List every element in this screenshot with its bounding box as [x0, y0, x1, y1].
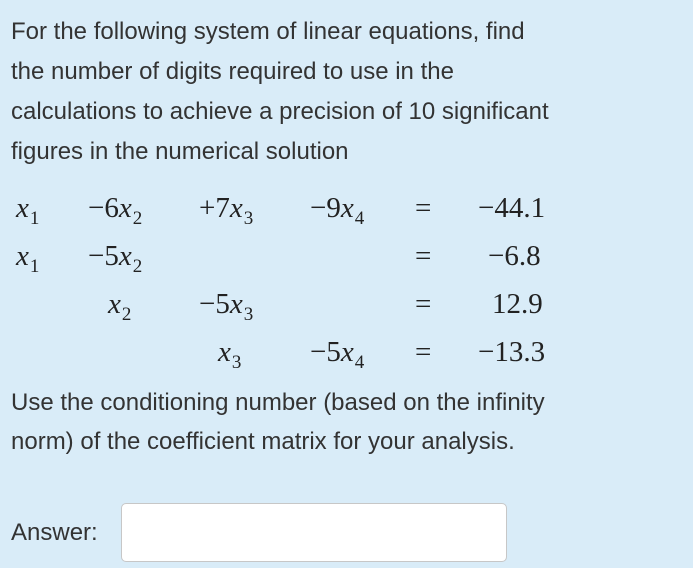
answer-label: Answer: [11, 519, 98, 546]
equation-2-equals: = [415, 240, 432, 272]
equation-3-term-2: $-5x_3$ [199, 288, 254, 325]
equation-system [0, 178, 693, 374]
question-line: For the following system of linear equations, find [11, 18, 525, 45]
question-line: the number of digits required to use in the [11, 58, 454, 85]
equation-1-rhs: −44.1 [478, 192, 546, 224]
equation-2-term-1: $x_1$ [16, 240, 40, 277]
equation-4-term-2: $-5x_4$ [310, 336, 365, 373]
instruction-line: Use the conditioning number (based on the infinity [11, 389, 545, 416]
equation-1-term-2: $-6x_2$ [88, 192, 143, 229]
equation-4-equals: = [415, 336, 432, 368]
equation-1-term-4: $-9x_4$ [310, 192, 365, 229]
instruction-line: norm) of the coefficient matrix for your analysis. [11, 428, 515, 455]
question-line: figures in the numerical solution [11, 138, 349, 165]
question-line: calculations to achieve a precision of 10 significant [11, 98, 549, 125]
instruction-text [11, 383, 683, 461]
equation-3-term-1: $x_2$ [108, 288, 132, 325]
equation-1-equals: = [415, 192, 432, 224]
equation-2-rhs: −6.8 [488, 240, 541, 272]
equation-3-equals: = [415, 288, 432, 320]
equation-4-rhs: −13.3 [478, 336, 546, 368]
equation-3-rhs: 12.9 [492, 288, 543, 320]
question-text [11, 12, 683, 172]
equation-2-term-2: $-5x_2$ [88, 240, 143, 277]
equation-1-term-1: $x_1$ [16, 192, 40, 229]
equation-1-term-3: $+7x_3$ [199, 192, 254, 229]
answer-input[interactable] [121, 503, 507, 562]
equation-4-term-1: $x_3$ [218, 336, 242, 373]
